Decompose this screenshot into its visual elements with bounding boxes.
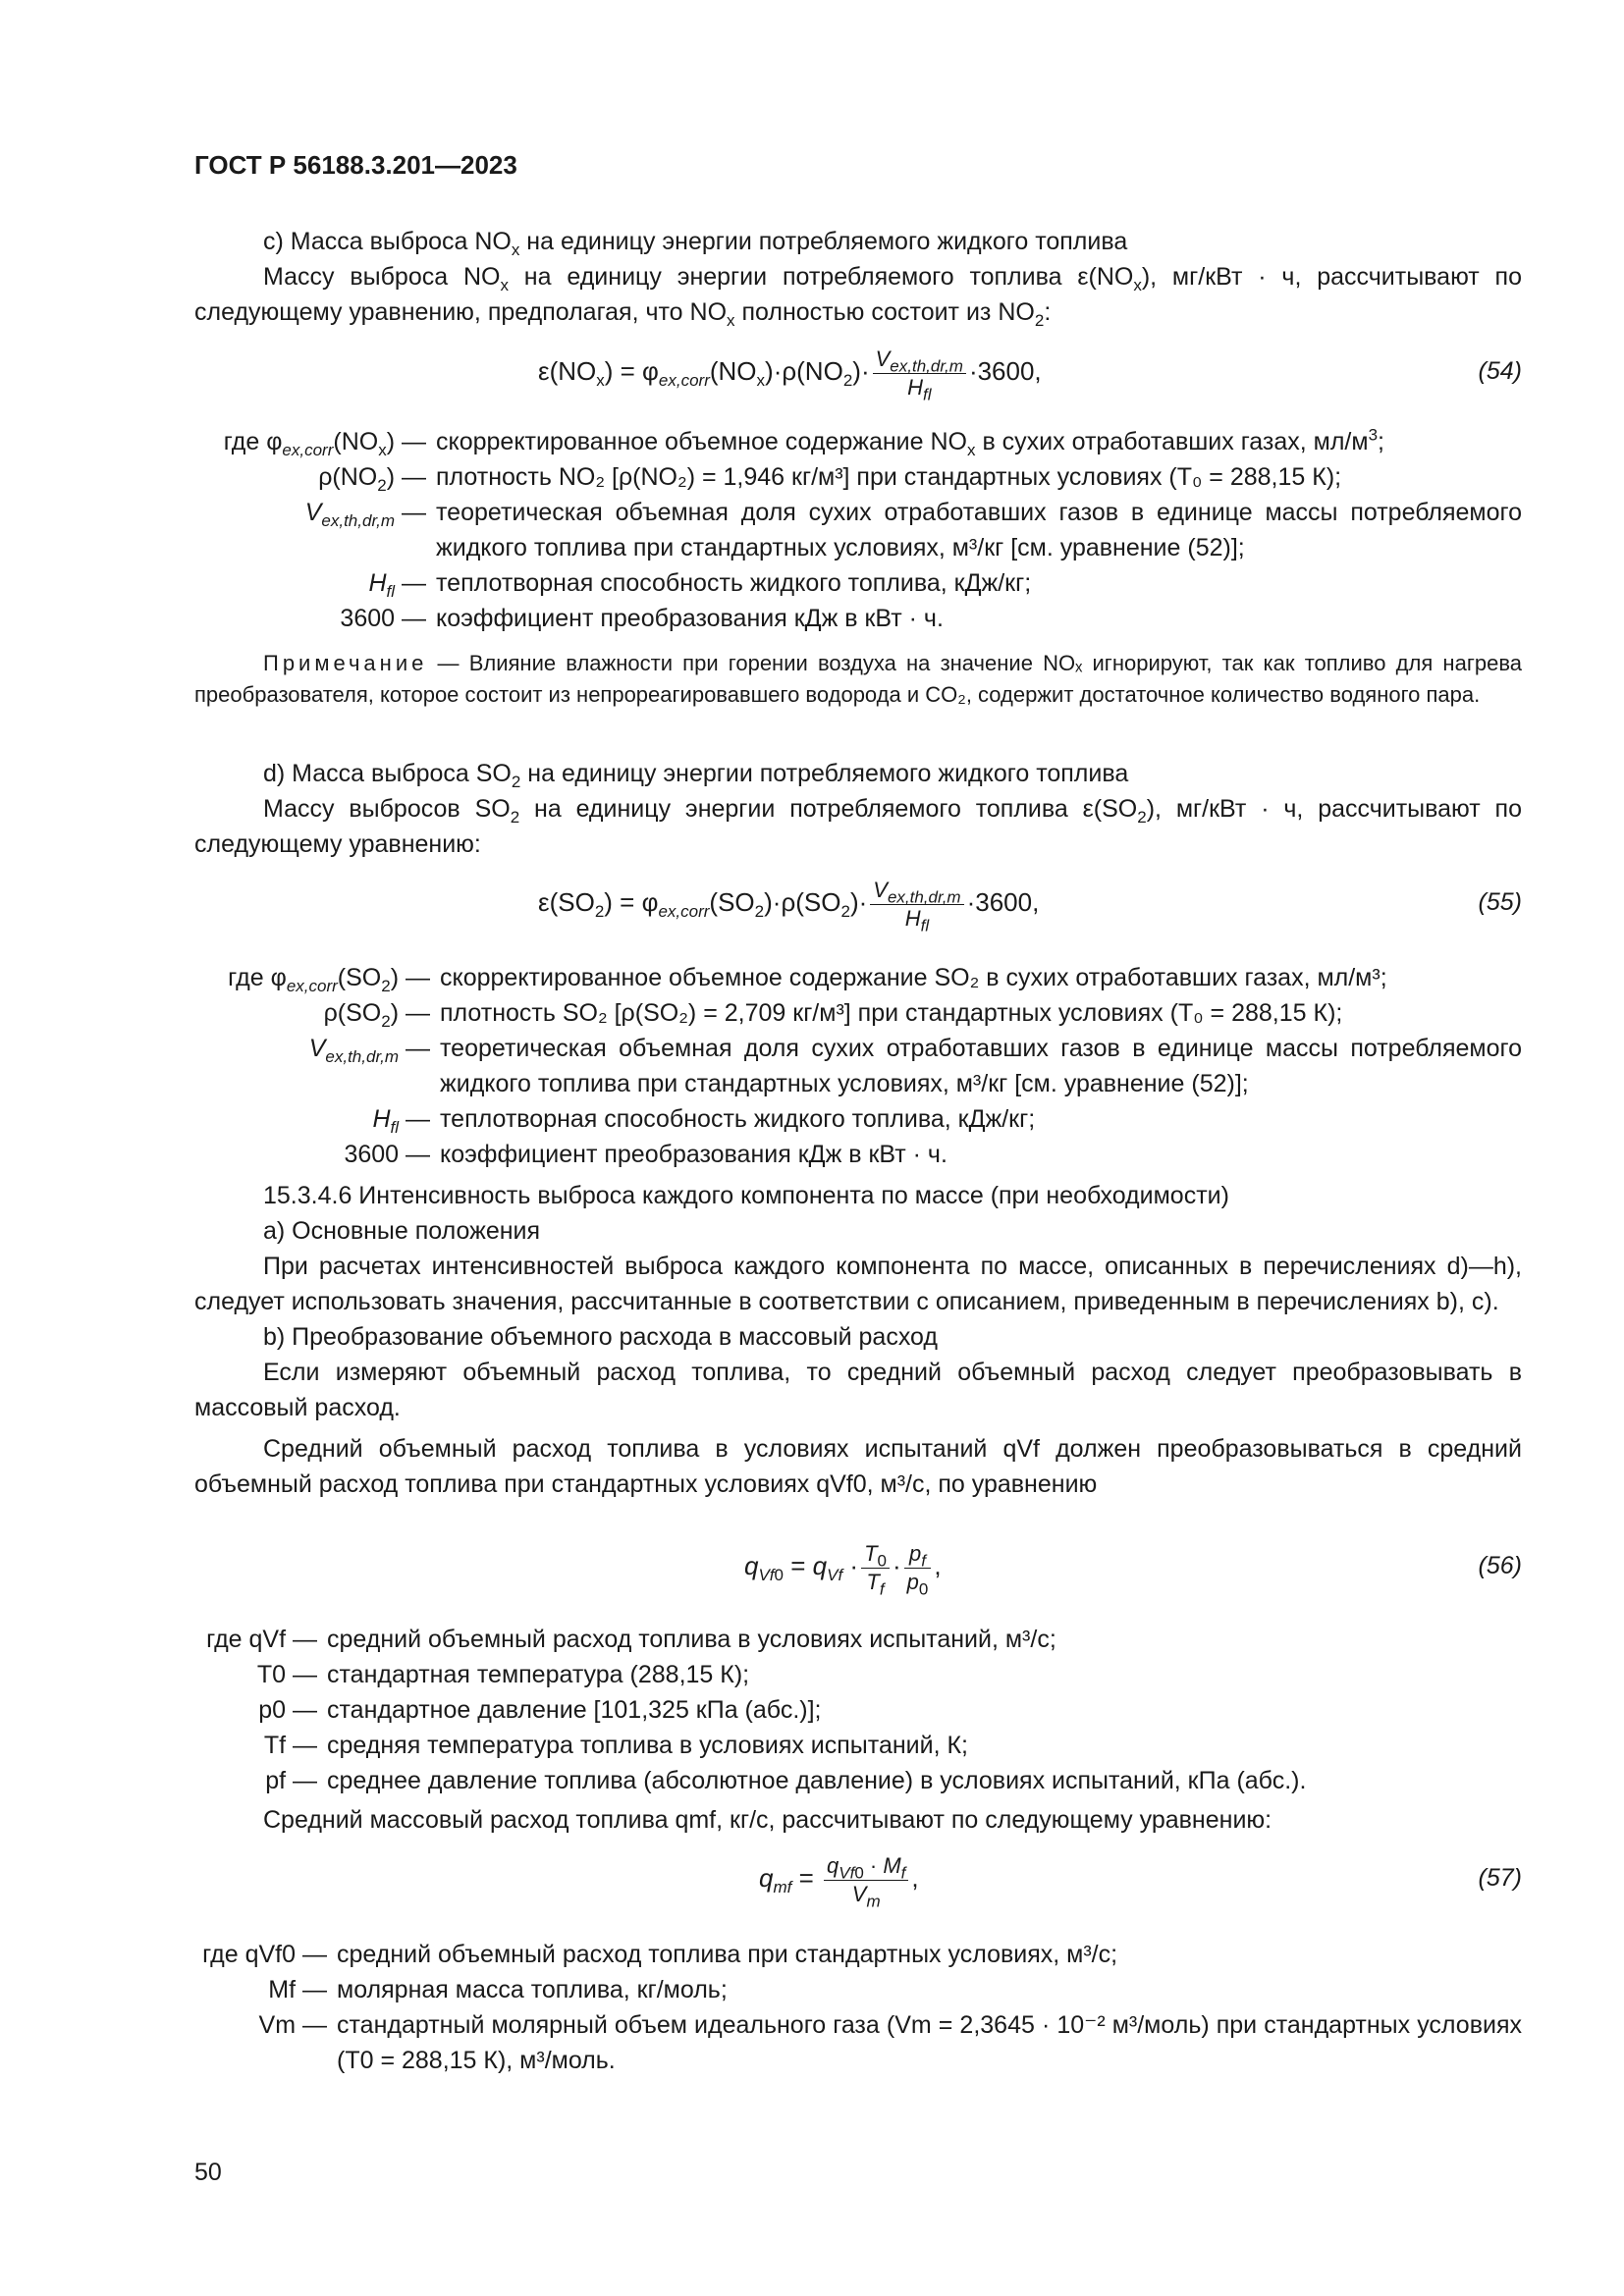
section-c [194, 224, 1522, 330]
equation-56: $q_{Vf0} = q_{Vf}$ · $\frac{T_0}{T_f}$ · $\frac{p_f}{p_0}$ , (56) [194, 1531, 1522, 1600]
equation-57: $q_{mf}$ = $\frac{q_{Vf0} \cdot M_f}{V_m}$ , (57) [194, 1843, 1522, 1912]
equation-55: $\varepsilon(SO_2) = \varphi_{ex,corr}(SO_2)\cdot\rho(SO_2)\cdot$ $\frac{V_{ex,th,dr,m}}{H_{fl}}$ ·3600, (55) [194, 868, 1522, 936]
subsection-b-text2: Средний объемный расход топлива в условиях испытаний qVf должен преобразовываться в средний объемный расход топлива при стандартных условиях qVf0, м³/с, по уравнению [194, 1435, 1522, 1498]
section-heading: 15.3.4.6 Интенсивность выброса каждого компонента по массе (при необходимости) [263, 1182, 1229, 1209]
section-d-title: d) Масса выброса $SO_2$ на единицу энергии потребляемого жидкого топлива [263, 760, 1129, 791]
equation-55-number: (55) [1478, 888, 1522, 916]
section-d-definitions: где $\varphi_{ex,corr}(SO_2)$ — скорректированное объемное содержание SO₂ в сухих отработавших газах, мл/м³; $\rho(SO_2)$ — плотность SO₂ [ρ(SO₂) = 2,709 кг/м³] при стандартных условиях (T₀ = 288,15 К); $V_{ex,th,dr,m}$ — теоретическая объемная доля сухих отработавших газов в единице массы потребляемого жидкого топлива при стандартных условиях, м³/кг [см. уравнение (52)]; $H_{fl}$ — теплотворная способность жидкого топлива, кДж/кг; 3600 — коэффициент преобразования кДж в кВт · ч. [228, 964, 1522, 1168]
equation-54: $\varepsilon(NO_x) = \varphi_{ex,corr}(NO_x)\cdot\rho(NO_2)\cdot$ $\frac{V_{ex,th,dr,m}}{H_{fl}}$ ·3600, (54) [194, 337, 1522, 405]
equation-54-number: (54) [1478, 357, 1522, 385]
document-header: ГОСТ Р 56188.3.201—2023 [194, 150, 517, 180]
equation-56-definitions: где qVf — средний объемный расход топлива в условиях испытаний, м³/с; T0 — стандартная температура (288,15 К); p0 — стандартное давление [101,325 кПа (абс.)]; Tf — средняя температура топлива в условиях испытаний, К; pf — среднее давление топлива (абсолютное давление) в условиях испытаний, кПа (абс.). Средний массовый расход топлива qmf, кг/с, рассчитывают по следующему уравнению: [194, 1622, 1522, 1838]
section-c-definitions: где $\varphi_{ex,corr}(NO_x)$ — скорректированное объемное содержание $NO_x$ в сухих отработавших газах, $мл/м^3$; $\rho(NO_2)$ — плотность NO₂ [ρ(NO₂) = 1,946 кг/м³] при стандартных условиях (T₀ = 288,15 К); $V_{ex,th,dr,m}$ — теоретическая объемная доля сухих отработавших газов в единице массы потребляемого жидкого топлива при стандартных условиях, м³/кг [см. уравнение (52)]; $H_{fl}$ — теплотворная способность жидкого топлива, кДж/кг; 3600 — коэффициент преобразования кДж в кВт · ч. [223, 425, 1522, 632]
page-number: 50 [194, 2159, 222, 2186]
equation-57-definitions: где qVf0 — средний объемный расход топлива при стандартных условиях, м³/с; Mf — молярная масса топлива, кг/моль; Vm — стандартный молярный объем идеального газа (Vm = 2,3645 · 10⁻² м³/моль) при стандартных условиях (T0 = 288,15 К), м³/моль. [202, 1941, 1522, 2074]
section-d [194, 756, 1522, 862]
section-d-paragraph: Массу выбросов $SO_2$ на единицу энергии потребляемого топлива $\varepsilon(SO_2)$, мг/кВт · ч, рассчитывают по следующему уравнению: [194, 795, 1522, 858]
note-block: Примечание — Влияние влажности при горении воздуха на значение NOₓ игнорируют, так как топливо для нагрева преобразователя, которое состоит из непрореагировавшего водорода и CO₂, содержит достаточное количество водяного пара. [194, 651, 1522, 707]
subsection-a-title: a) Основные положения [263, 1217, 541, 1245]
section-c-title: с) Масса выброса $NO_x$ на единицу энергии потребляемого жидкого топлива [263, 228, 1128, 259]
subsection-b-text3: Средний массовый расход топлива qmf, кг/с, рассчитывают по следующему уравнению: [263, 1806, 1272, 1834]
subsection-b-title: b) Преобразование объемного расхода в массовый расход [263, 1323, 938, 1351]
section-c-paragraph: Массу выброса $NO_x$ на единицу энергии потребляемого топлива $\varepsilon(NO_x)$, мг/кВт · ч, рассчитывают по следующему уравнению, предполагая, что $NO_x$ полностью состоит из $NO_2$: [194, 263, 1522, 330]
subsection-a-text: При расчетах интенсивностей выброса каждого компонента по массе, описанных в перечислениях d)—h), следует использовать значения, рассчитанные в соответствии с описанием, приведенным в перечислениях b), c). [194, 1253, 1522, 1315]
equation-56-number: (56) [1478, 1552, 1522, 1579]
section-15-3-4-6 [194, 1178, 1522, 1502]
subsection-b-text1: Если измеряют объемный расход топлива, то средний объемный расход следует преобразовывать в массовый расход. [194, 1359, 1522, 1421]
equation-57-number: (57) [1478, 1864, 1522, 1892]
